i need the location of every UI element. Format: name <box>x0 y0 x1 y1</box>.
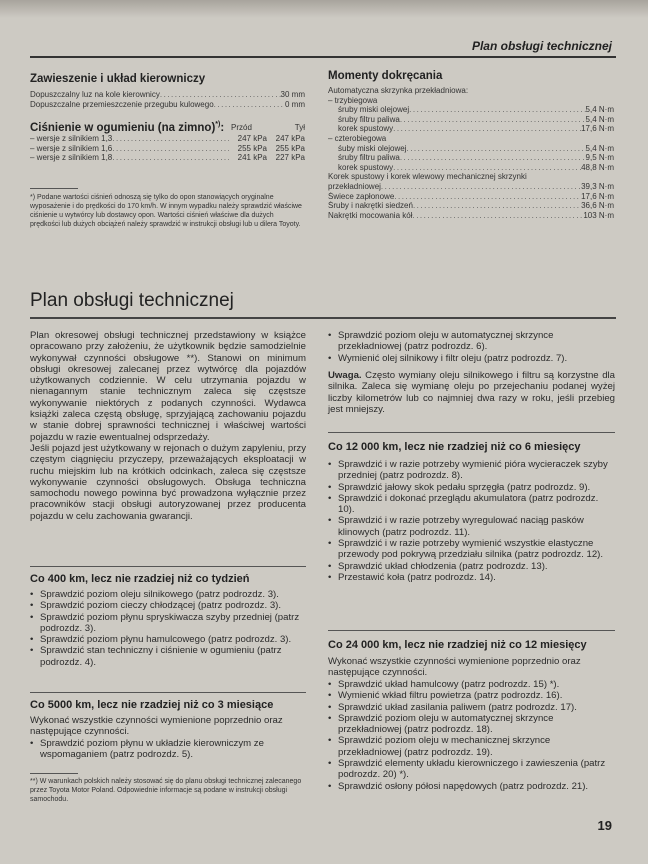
list-item: • Sprawdzić elementy układu kierowniczego i zawieszenia (patrz podrozdz. 20) *). <box>328 758 615 781</box>
momenty-row: Nakrętki mocowania kół ..... 103 N·m <box>328 211 614 221</box>
momenty-intro: Automatyczna skrzynka przekładniowa: <box>328 86 469 95</box>
list-item: • Sprawdzić poziom oleju w automatycznej skrzynce przekładniowej (patrz podrozdz. 6). <box>328 330 615 353</box>
list-item: • Sprawdzić poziom oleju w automatycznej skrzynce przekładniowej (patrz podrozdz. 18). <box>328 713 615 736</box>
s400-list <box>30 589 306 668</box>
intro-paragraph: Plan okresowej obsługi technicznej przedstawiony w książce opracowano przy założeniu, że użytkownik będzie samodzielnie wykonywał czynności obsługowe **). Stanowi on minimum obsługi okresowej zalecanej przez wytwórcę dla pojazdów użytkowanych codziennie. W celu utrzymania pojazdu w nienagannym stanie technicznym zaleca się częstsze wykonywanie niektórych z podanych czynności. Wydawca książki zaleca częstą obsługę, sprzyjającą zachowaniu pojazdu w stanie dobrej sprawności technicznej i właściwej wartości pojazdu w razie ewentualnej odsprzedaży. <box>30 330 306 443</box>
section-rule <box>30 692 306 693</box>
s5000-list <box>30 738 306 761</box>
uwaga-note: Uwaga. Często wymiany oleju silnikowego i filtru są korzystne dla silnika. Zaleca się wymianę oleju po przejechaniu podanej wyżej liczby kilometrów lub co najmniej dwa razy w roku, jeśli przebieg jest mniejszy. <box>328 370 616 415</box>
list-item: • Sprawdzić i w razie potrzeby wymienić wszystkie elastyczne przewody pod pokrywą przedziału silnika (patrz podrozdz. 12). <box>328 538 615 561</box>
momenty-row: korek spustowy ..... 48,8 N·m <box>328 163 614 173</box>
momenty-row: przekładniowej ..... 39,3 N·m <box>328 182 614 192</box>
list-item: • Sprawdzić poziom oleju silnikowego (patrz podrozdz. 3). <box>30 589 306 600</box>
momenty-table <box>328 86 614 220</box>
cisnienie-row: – wersje z silnikiem 1,3 ..... 247 kPa 247 kPa <box>30 134 305 144</box>
s400-heading: Co 400 km, lecz nie rzadziej niż co tydzień <box>30 573 250 585</box>
list-item: • Sprawdzić poziom cieczy chłodzącej (patrz podrozdz. 3). <box>30 600 306 611</box>
momenty-sub2: – czterobiegowa <box>328 133 387 143</box>
zawieszenie-row: Dopuszczalny luz na kole kierownicy ..... 30 mm <box>30 90 305 100</box>
right-top-list <box>328 330 615 364</box>
plan-footnote: **) W warunkach polskich należy stosować się do planu obsługi technicznej zalecanego przez Toyota Motor Poland. Odpowiednie informacje są podane w instrukcji obsługi samochodu. <box>30 778 302 803</box>
momenty-row: śuby miski olejowej ..... 5,4 N·m <box>328 144 614 154</box>
list-item: • Sprawdzić układ hamulcowy (patrz podrozdz. 15) *). <box>328 679 615 690</box>
list-item: • Sprawdzić układ chłodzenia (patrz podrozdz. 13). <box>328 561 615 572</box>
s5000-intro: Wykonać wszystkie czynności wymienione poprzednio oraz następujące czynności. <box>30 715 283 738</box>
running-header: Plan obsługi technicznej <box>471 39 612 53</box>
footnote-rule <box>30 188 78 189</box>
list-item: • Sprawdzić i w razie potrzeby wymienić pióra wycieraczek szyby przedniej (patrz podrozdz. 8). <box>328 459 615 482</box>
cisnienie-row: – wersje z silnikiem 1,6 ..... 255 kPa 255 kPa <box>30 144 305 154</box>
s24000-heading: Co 24 000 km, lecz nie rzadziej niż co 12 miesięcy <box>328 639 587 651</box>
cisnienie-heading: Ciśnienie w ogumieniu (na zimno)*): <box>30 121 225 134</box>
list-item: • Wymienić wkład filtru powietrza (patrz podrozdz. 16). <box>328 690 615 701</box>
list-item: • Sprawdzić i dokonać przeglądu akumulatora (patrz podrozdz. 10). <box>328 493 615 516</box>
cisnienie-col-headers: Przód Tył <box>231 123 305 132</box>
section-rule <box>328 630 615 631</box>
scan-shadow <box>0 0 648 18</box>
momenty-heading: Momenty dokręcania <box>328 70 443 82</box>
list-item: • Przestawić koła (patrz podrozdz. 14). <box>328 572 615 583</box>
momenty-row: Śruby i nakrętki siedzeń ..... 36,6 N·m <box>328 201 614 211</box>
intro-paragraph: Jeśli pojazd jest użytkowany w rejonach o dużym zapyleniu, przy częstym ciągnięciu przyczepy, przeważających eksploatacji w ruchu miejskim lub na krótkich odcinkach, zaleca się częstsze wykonywanie czynności obsługowych. Obsługa techniczna samochodu nowego powinna być prowadzona wyłącznie przez pracowników stacji obsługi autoryzowanej przez producenta pojazdu w celu zachowania gwarancji. <box>30 442 306 522</box>
list-item: • Sprawdzić poziom płynu hamulcowego (patrz podrozdz. 3). <box>30 634 306 645</box>
s5000-heading: Co 5000 km, lecz nie rzadziej niż co 3 miesiące <box>30 699 274 711</box>
momenty-row: korek spustowy ..... 17,6 N·m <box>328 124 614 134</box>
s24000-list <box>328 679 615 792</box>
zawieszenie-heading: Zawieszenie i układ kierowniczy <box>30 73 206 85</box>
momenty-row: Świece zapłonowe ..... 17,6 N·m <box>328 192 614 202</box>
list-item: • Sprawdzić poziom płynu spryskiwacza szyby przedniej (patrz podrozdz. 3). <box>30 612 306 635</box>
cisnienie-row: – wersje z silnikiem 1,8 ..... 241 kPa 227 kPa <box>30 153 305 163</box>
section-rule <box>30 566 306 567</box>
list-item: • Sprawdzić układ zasilania paliwem (patrz podrozdz. 17). <box>328 702 615 713</box>
list-item: • Sprawdzić jałowy skok pedału sprzęgła (patrz podrozdz. 9). <box>328 482 615 493</box>
section-title-rule <box>30 317 616 319</box>
momenty-row: śruby filtru paliwa ..... 9,5 N·m <box>328 153 614 163</box>
list-item: • Sprawdzić stan techniczny i ciśnienie w ogumieniu (patrz podrozdz. 4). <box>30 645 306 668</box>
s12000-heading: Co 12 000 km, lecz nie rzadziej niż co 6 miesięcy <box>328 441 581 453</box>
list-item: • Wymienić olej silnikowy i filtr oleju (patrz podrozdz. 7). <box>328 353 615 364</box>
list-item: • Sprawdzić osłony półosi napędowych (patrz podrozdz. 21). <box>328 781 615 792</box>
list-item: • Sprawdzić poziom oleju w mechanicznej skrzynce przekładniowej (patrz podrozdz. 19). <box>328 735 615 758</box>
cisnienie-footnote: *) Podane wartości ciśnień odnoszą się tylko do opon stanowiących oryginalne wyposażenie i do prędkości do 170 km/h. W innym wypadku należy sprawdzić właściwe ciśnienie u wytwórcy lub dostawcy opon. Wartości ciśnień właściwe dla dużych prędkości lub dużych obciążeń należy sprawdzić w instrukcji obsługi lub u dilera Toyoty. <box>30 194 302 228</box>
s24000-intro: Wykonać wszystkie czynności wymienione poprzednio oraz następujące czynności. <box>328 656 581 679</box>
s12000-list <box>328 459 615 583</box>
momenty-line3: Korek spustowy i korek wlewowy mechanicznej skrzynki <box>328 172 527 182</box>
intro-text <box>30 330 306 522</box>
section-title: Plan obsługi technicznej <box>30 290 234 311</box>
footnote-rule <box>30 773 78 774</box>
zawieszenie-row: Dopuszczalne przemieszczenie przegubu kulowego ..... 0 mm <box>30 100 305 110</box>
momenty-row: śruby miski olejowej ..... 5,4 N·m <box>328 105 614 115</box>
zawieszenie-table <box>30 90 305 109</box>
cisnienie-table <box>30 134 305 163</box>
momenty-row: śruby filtru paliwa ..... 5,4 N·m <box>328 115 614 125</box>
list-item: • Sprawdzić i w razie potrzeby wyregulować naciąg pasków klinowych (patrz podrozdz. 11). <box>328 515 615 538</box>
header-rule <box>30 56 616 58</box>
list-item: • Sprawdzić poziom płynu w układzie kierowniczym ze wspomaganiem (patrz podrozdz. 5). <box>30 738 306 761</box>
page-number: 19 <box>597 818 612 833</box>
momenty-sub1: – trzybiegowa <box>328 95 378 105</box>
section-rule <box>328 432 615 433</box>
